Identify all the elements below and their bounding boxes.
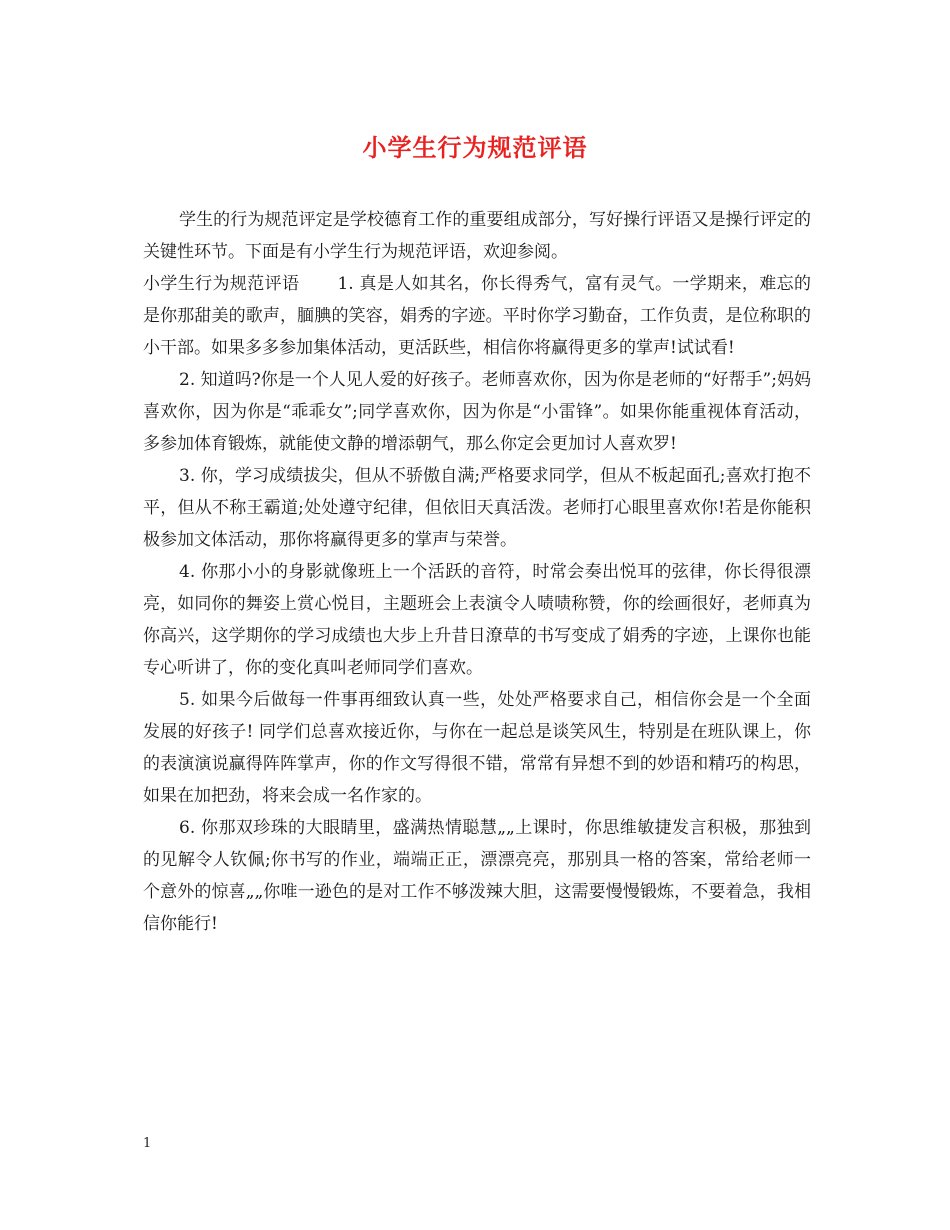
document-title: 小学生行为规范评语 xyxy=(362,133,588,162)
comment-paragraph-1 xyxy=(143,268,811,364)
page-number: 1 xyxy=(143,1136,152,1151)
comment-paragraph-5: 5. 如果今后做每一件事再细致认真一些，处处严格要求自己，相信你会是一个全面发展的好孩子! 同学们总喜欢接近你，与你在一起总是谈笑风生，特别是在班队课上，你的表演演说赢得阵阵掌声，你的作文写得很不错，常常有异想不到的妙语和精巧的构思，如果在加把劲，将来会成一名作家的。 xyxy=(143,690,811,806)
intro-paragraph: 学生的行为规范评定是学校德育工作的重要组成部分，写好操行评语又是操行评定的关键性环节。下面是有小学生行为规范评语，欢迎参阅。 xyxy=(143,210,811,262)
comment-paragraph-3: 3. 你，学习成绩拔尖，但从不骄傲自满;严格要求同学，但从不板起面孔;喜欢打抱不平，但从不称王霸道;处处遵守纪律，但依旧天真活泼。老师打心眼里喜欢你!若是你能积极参加文体活动，那你将赢得更多的掌声与荣誉。 xyxy=(143,466,811,550)
comment-paragraph-2: 2. 知道吗?你是一个人见人爱的好孩子。老师喜欢你，因为你是老师的“好帮手”;妈妈喜欢你，因为你是“乖乖女”;同学喜欢你，因为你是“小雷锋”。如果你能重视体育活动，多参加体育锻炼，就能使文静的增添朝气，那么你定会更加讨人喜欢罗! xyxy=(143,370,811,454)
document-body xyxy=(143,204,811,940)
comment-paragraph-6: 6. 你那双珍珠的大眼睛里，盛满热情聪慧„„上课时，你思维敏捷发言积极，那独到的见解令人钦佩;你书写的作业，端端正正，漂漂亮亮，那别具一格的答案，常给老师一个意外的惊喜„„你唯一逊色的是对工作不够泼辣大胆，这需要慢慢锻炼，不要着急，我相信你能行! xyxy=(143,818,811,934)
comment-paragraph-4: 4. 你那小小的身影就像班上一个活跃的音符，时常会奏出悦耳的弦律，你长得很漂亮，如同你的舞姿上赏心悦目，主题班会上表演令人啧啧称赞，你的绘画很好，老师真为你高兴，这学期你的学习成绩也大步上升昔日潦草的书写变成了娟秀的字迹，上课你也能专心听讲了，你的变化真叫老师同学们喜欢。 xyxy=(143,562,811,678)
section-label: 小学生行为规范评语 xyxy=(143,274,300,294)
comment-text-1: 1. 真是人如其名，你长得秀气，富有灵气。一学期来，难忘的是你那甜美的歌声，腼腆的笑容，娟秀的字迹。平时你学习勤奋，工作负责，是位称职的小干部。如果多多参加集体活动，更活跃些，相信你将赢得更多的掌声!试试看! xyxy=(143,274,812,358)
